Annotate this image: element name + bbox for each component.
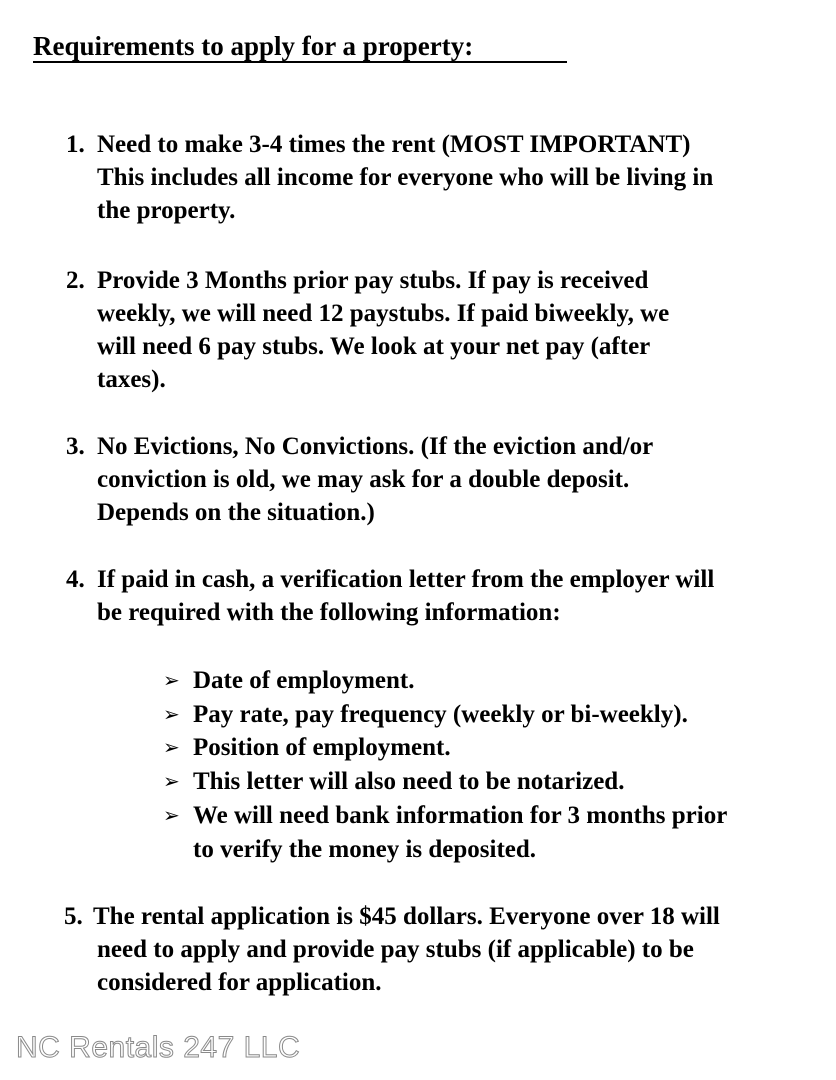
item-number: 3. [66,433,85,460]
watermark: NC Rentals 247 LLC [16,1031,301,1064]
item-number: 4. [66,566,85,593]
item-text-line: Depends on the situation.) [97,499,375,526]
bullet-text-line: Pay rate, pay frequency (weekly or bi-weekly). [193,701,688,728]
item-text-line: taxes). [97,366,166,393]
arrowhead-bullet-icon: ➢ [163,769,180,793]
item-number: 5. [64,903,83,930]
item-text-line: be required with the following information: [97,599,561,626]
bullet-text-line: We will need bank information for 3 months prior [193,802,728,829]
arrowhead-bullet-icon: ➢ [163,735,180,759]
item-text-line: The rental application is $45 dollars. Everyone over 18 will [93,903,720,930]
arrowhead-bullet-icon: ➢ [163,803,180,827]
item-text-line: the property. [97,197,236,224]
item-text-line: Need to make 3-4 times the rent (MOST IMPORTANT) [97,131,691,158]
arrowhead-bullet-icon: ➢ [163,702,180,726]
item-text-line: This includes all income for everyone who will be living in [97,164,714,191]
item-number: 1. [66,131,85,158]
bullet-text-line: to verify the money is deposited. [193,836,537,863]
item-text-line: If paid in cash, a verification letter from the employer will [97,566,715,593]
page-title: Requirements to apply for a property: [33,31,474,61]
item-text-line: need to apply and provide pay stubs (if applicable) to be [97,936,694,963]
item-text-line: Provide 3 Months prior pay stubs. If pay is received [97,267,649,294]
arrowhead-bullet-icon: ➢ [163,668,180,692]
item-text-line: weekly, we will need 12 paystubs. If paid biweekly, we [97,300,670,327]
item-text-line: will need 6 pay stubs. We look at your net pay (after [97,333,651,360]
item-text-line: No Evictions, No Convictions. (If the eviction and/or [97,433,654,460]
item-text-line: conviction is old, we may ask for a double deposit. [97,466,630,493]
item-text-line: considered for application. [97,969,382,996]
bullet-text-line: Position of employment. [193,734,451,761]
item-number: 2. [66,267,85,294]
title-underline [33,61,567,63]
bullet-text-line: This letter will also need to be notarized. [193,768,625,795]
bullet-text-line: Date of employment. [193,667,415,694]
